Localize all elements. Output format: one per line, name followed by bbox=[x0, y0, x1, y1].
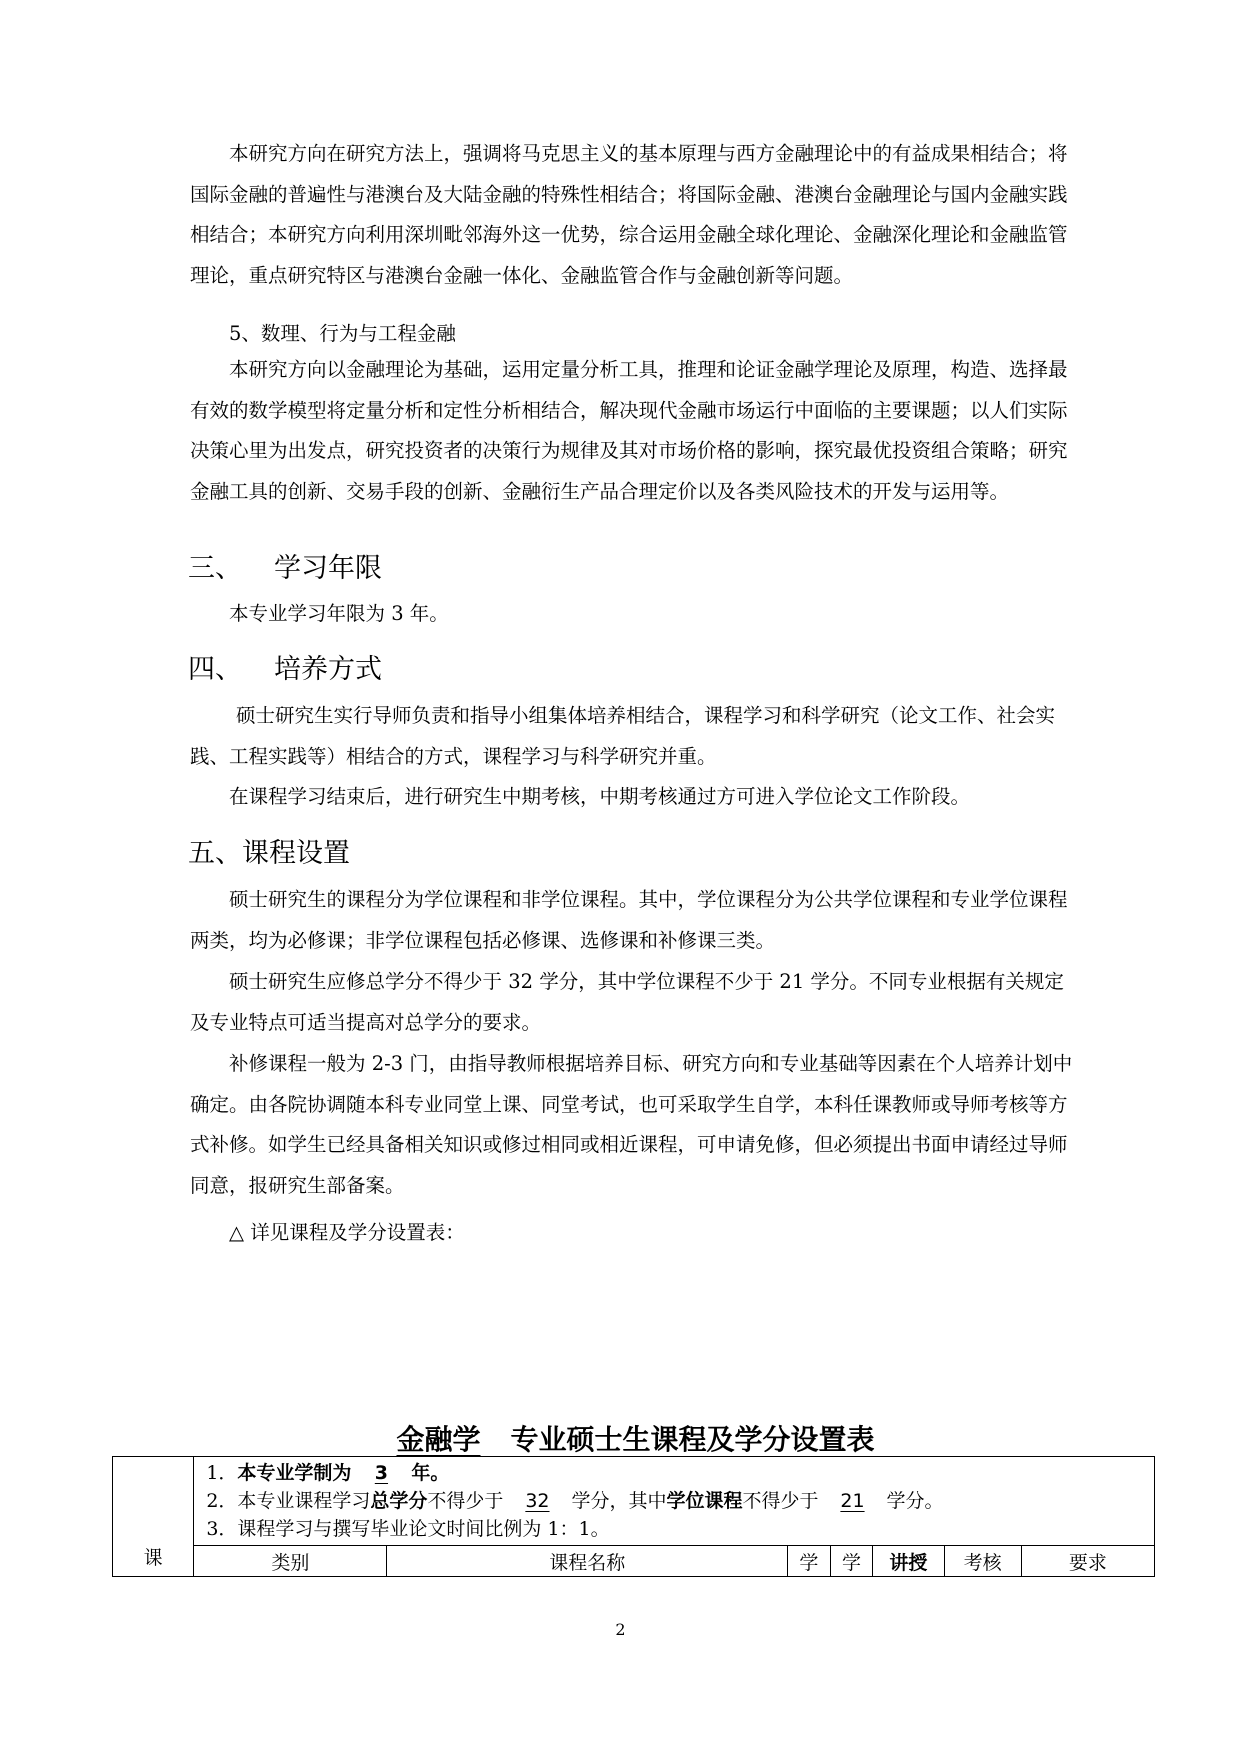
paragraph-course-types: 硕士研究生的课程分为学位课程和非学位课程。其中，学位课程分为公共学位课程和专业学位课程两类，均为必修课；非学位课程包括必修课、选修课和补修课三类。 bbox=[190, 888, 1068, 952]
paragraph-see-table: △ 详见课程及学分设置表： bbox=[229, 1221, 465, 1244]
total-credit-value: 32 bbox=[525, 1490, 550, 1512]
info-line-2-text-3: 不得少于 bbox=[742, 1490, 819, 1512]
paragraph-direction-5-title: 5、数理、行为与工程金融 bbox=[229, 322, 456, 345]
header-course-name: 课程名称 bbox=[387, 1546, 788, 1577]
info-line-1 bbox=[206, 1459, 1142, 1487]
paragraph-makeup-courses: 补修课程一般为 2-3 门，由指导教师根据培养目标、研究方向和专业基础等因素在个人培养计划中确定。由各院协调随本科专业同堂上课、同堂考试，也可采取学生自学，本科任课教师或导师考核等方式补修。如学生已经具备相关知识或修过相同或相近课程，可申请免修，但必须提出书面申请经过导师同意，报研究生部备案。 bbox=[190, 1052, 1073, 1197]
info-line-2-suffix: 学分。 bbox=[886, 1490, 944, 1512]
info-line-3: 3．课程学习与撰写毕业论文时间比例为 1：1。 bbox=[206, 1518, 610, 1540]
header-category: 类别 bbox=[194, 1546, 387, 1577]
course-credit-table bbox=[112, 1456, 1155, 1577]
info-line-1-prefix: 1． bbox=[206, 1462, 238, 1484]
paragraph-direction-5: 本研究方向以金融理论为基础，运用定量分析工具，推理和论证金融学理论及原理，构造、选择最有效的数学模型将定量分析和定性分析相结合，解决现代金融市场运行中面临的主要课题；以人们实际决策心里为出发点，研究投资者的决策行为规律及其对市场价格的影响，探究最优投资组合策略；研究金融工具的创新、交易手段的创新、金融衍生产品合理定价以及各类风险技术的开发与运用等。 bbox=[190, 358, 1068, 503]
paragraph-midterm-review: 在课程学习结束后，进行研究生中期考核，中期考核通过方可进入学位论文工作阶段。 bbox=[229, 785, 971, 808]
table-title-major: 金融学 bbox=[396, 1423, 481, 1456]
info-line-2 bbox=[206, 1487, 1142, 1515]
info-line-2-text-2: 学分，其中 bbox=[571, 1490, 667, 1512]
header-teaching: 讲授 bbox=[873, 1546, 944, 1577]
paragraph-study-duration: 本专业学习年限为 3 年。 bbox=[229, 602, 449, 625]
info-line-2-text: 不得少于 bbox=[427, 1490, 504, 1512]
heading-text: 学习年限 bbox=[274, 553, 382, 584]
degree-course-label: 学位课程 bbox=[666, 1490, 743, 1512]
table-title-rest: 专业硕士生课程及学分设置表 bbox=[510, 1423, 875, 1456]
heading-number: 四、 bbox=[188, 654, 242, 685]
table-info-cell bbox=[194, 1457, 1155, 1546]
page-number: 2 bbox=[615, 1620, 626, 1639]
heading-study-duration bbox=[188, 546, 382, 585]
table-header-row bbox=[113, 1546, 1155, 1577]
heading-number: 三、 bbox=[188, 553, 242, 584]
header-assessment: 考核 bbox=[944, 1546, 1021, 1577]
degree-credit-value: 21 bbox=[840, 1490, 865, 1512]
table-side-label: 课 bbox=[113, 1457, 194, 1577]
heading-text: 培养方式 bbox=[274, 654, 382, 685]
header-xue-1: 学 bbox=[787, 1546, 830, 1577]
heading-course-settings: 五、课程设置 bbox=[188, 838, 350, 869]
paragraph-credit-requirement: 硕士研究生应修总学分不得少于 32 学分，其中学位课程不少于 21 学分。不同专业根据有关规定及专业特点可适当提高对总学分的要求。 bbox=[190, 970, 1064, 1034]
header-requirement: 要求 bbox=[1021, 1546, 1154, 1577]
heading-training-mode bbox=[188, 647, 382, 686]
header-xue-2: 学 bbox=[830, 1546, 873, 1577]
info-line-1-suffix: 年。 bbox=[411, 1462, 450, 1484]
paragraph-training-mode: 硕士研究生实行导师负责和指导小组集体培养相结合，课程学习和科学研究（论文工作、社会实践、工程实践等）相结合的方式，课程学习与科学研究并重。 bbox=[190, 704, 1056, 768]
total-credit-label: 总学分 bbox=[370, 1490, 428, 1512]
paragraph-research-method: 本研究方向在研究方法上，强调将马克思主义的基本原理与西方金融理论中的有益成果相结合；将国际金融的普遍性与港澳台及大陆金融的特殊性相结合；将国际金融、港澳台金融理论与国内金融实践相结合；本研究方向利用深圳毗邻海外这一优势，综合运用金融全球化理论、金融深化理论和金融监管理论，重点研究特区与港澳台金融一体化、金融监管合作与金融创新等问题。 bbox=[190, 142, 1068, 287]
duration-value: 3 bbox=[374, 1462, 389, 1484]
table-title bbox=[0, 1418, 1241, 1458]
info-line-1-label: 本专业学制为 bbox=[237, 1462, 352, 1484]
info-line-2-prefix: 2．本专业课程学习 bbox=[206, 1490, 371, 1512]
